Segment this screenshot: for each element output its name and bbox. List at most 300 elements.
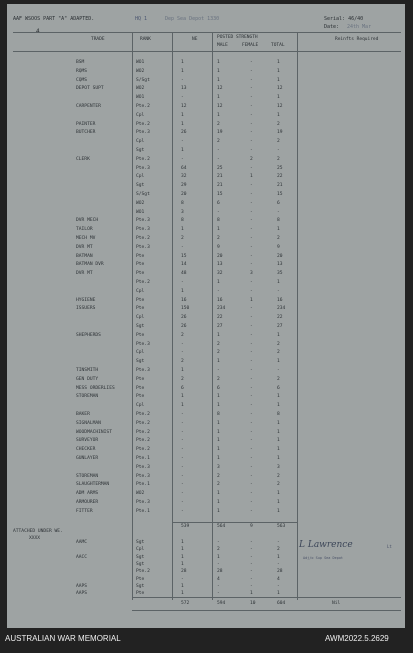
cell-total: 1 <box>277 403 280 409</box>
table-row <box>7 474 405 481</box>
cell-female: - <box>250 332 253 338</box>
cell-rank: WO1 <box>136 209 145 215</box>
cell-rank: Pte.3 <box>136 368 150 373</box>
cell-male: 8 <box>217 412 220 417</box>
cell-female: - <box>250 447 253 453</box>
cell-ne: - <box>181 244 184 250</box>
cell-female: - <box>250 104 253 109</box>
office-stamp: Dep Sea Depot 1330 <box>165 16 220 22</box>
cell-female: - <box>250 491 253 497</box>
cell-ne: - <box>181 456 184 461</box>
attached-heading: ATTACHED UNDER WE. <box>13 529 63 534</box>
cell-male: - <box>217 148 220 153</box>
table-row <box>7 421 405 428</box>
cell-total: 1 <box>277 359 280 365</box>
cell-trade: SHEPHERDS <box>76 332 101 338</box>
cell-female: - <box>250 569 253 575</box>
column-header-male: MALE <box>217 43 228 48</box>
cell-ne: - <box>181 95 184 101</box>
table-row <box>7 509 405 516</box>
cell-rank: Cpl <box>136 112 145 118</box>
cell-ne: 1 <box>181 112 184 118</box>
cell-trade: BATMAN <box>76 253 93 259</box>
cell-female: - <box>250 183 253 189</box>
cell-male: 2 <box>217 376 220 382</box>
cell-rank: Pte.2 <box>136 438 150 444</box>
cell-female: - <box>250 236 253 241</box>
table-row <box>7 569 405 576</box>
cell-male: - <box>217 561 220 567</box>
cell-female: - <box>250 376 253 382</box>
signature: L Lawrence <box>299 540 353 550</box>
table-row <box>7 236 405 243</box>
cell-trade: ADM ARMS <box>76 491 99 497</box>
cell-male: 32 <box>217 271 223 277</box>
cell-trade: FITTER <box>76 508 93 514</box>
cell-rank: Sgt <box>136 148 145 153</box>
cell-female: - <box>250 508 253 514</box>
cell-male: - <box>217 209 220 215</box>
cell-total: 1 <box>277 112 280 118</box>
cell-ne: 2 <box>181 332 184 338</box>
cell-trade: TINSMITH <box>76 368 99 373</box>
cell-rank: WO2 <box>136 491 145 497</box>
table-row <box>7 342 405 349</box>
cell-total: 2 <box>277 121 280 127</box>
table-row <box>7 315 405 322</box>
table-row <box>7 113 405 120</box>
cell-total: 234 <box>277 306 286 312</box>
table-row <box>7 78 405 85</box>
cell-trade: TAILOR <box>76 227 93 233</box>
cell-female: - <box>250 86 253 92</box>
cell-total: 2 <box>277 341 280 347</box>
cell-male: 28 <box>217 569 223 575</box>
cell-ne: 1 <box>181 394 184 400</box>
cell-ne: - <box>181 464 184 470</box>
cell-ne: 3 <box>181 209 184 215</box>
cell-ne: 150 <box>181 306 190 312</box>
cell-ne: 1 <box>181 288 184 294</box>
cell-rank: WO2 <box>136 200 145 206</box>
signatory-stamp: Adj/o Sup Sea Depot <box>303 556 344 560</box>
cell-male: 2 <box>217 236 220 241</box>
cell-rank: Pte.3 <box>136 500 150 505</box>
cell-ne: - <box>181 412 184 417</box>
cell-total: 8 <box>277 218 280 224</box>
cell-male: 1 <box>217 420 220 426</box>
cell-female: - <box>250 253 253 259</box>
table-row <box>7 465 405 472</box>
cell-total: 8 <box>277 412 280 417</box>
cell-male: 13 <box>217 262 223 268</box>
cell-ne: 1 <box>181 68 184 74</box>
cell-male: 2 <box>217 482 220 488</box>
cell-rank: Pte.2 <box>136 447 150 453</box>
cell-total: - <box>277 368 280 373</box>
table-row <box>7 430 405 437</box>
cell-rank: S/Sgt <box>136 192 150 197</box>
cell-male: 1 <box>217 500 220 505</box>
total-rule-bottom <box>132 610 401 611</box>
column-header-total: TOTAL <box>271 43 285 48</box>
column-header-rank: RANK <box>140 37 151 42</box>
cell-total: - <box>277 540 280 545</box>
table-row <box>7 104 405 111</box>
cell-trade: MESS ORDERLIES <box>76 385 115 391</box>
cell-male: 1 <box>217 447 220 453</box>
cell-rank: Cpl <box>136 288 145 294</box>
grand-total-row <box>7 601 405 608</box>
cell-rank: Pte <box>136 394 145 400</box>
table-row <box>7 271 405 278</box>
cell-female: - <box>250 77 253 83</box>
table-row <box>7 412 405 419</box>
cell-total: 4 <box>277 576 280 582</box>
cell-male: - <box>217 583 220 589</box>
cell-trade: STOREMAN <box>76 394 99 400</box>
cell-ne: - <box>181 77 184 83</box>
cell-total: 1 <box>277 332 280 338</box>
cell-trade: AACC <box>76 554 88 560</box>
cell-male: 1 <box>217 508 220 514</box>
cell-female: - <box>250 341 253 347</box>
cell-female: - <box>250 244 253 250</box>
date-label: Date: <box>324 24 340 30</box>
cell-female: - <box>250 554 253 560</box>
cell-rank: Pte.1 <box>136 508 150 514</box>
serial-number: Serial: 46/40 <box>324 16 364 22</box>
document-title: AAF WSOOS PART "A" ADAPTED. <box>13 16 95 22</box>
cell-male: 1 <box>217 359 220 365</box>
cell-ne: 16 <box>181 297 187 303</box>
subtotal-rule <box>172 522 297 523</box>
cell-female: - <box>250 200 253 206</box>
cell-rank: Pte.2 <box>136 412 150 417</box>
cell-ne: 1 <box>181 368 184 373</box>
table-row <box>7 174 405 181</box>
cell-ne: 1 <box>181 60 184 65</box>
cell-rank: Pte.2 <box>136 420 150 426</box>
cell-trade: BSM <box>76 60 85 65</box>
cell-total: 1 <box>277 60 280 65</box>
cell-total: 12 <box>277 86 283 92</box>
cell-total: 2 <box>277 156 280 162</box>
cell-trade: DVR MECH <box>76 218 99 224</box>
cell-ne: 1 <box>181 540 184 545</box>
cell-ne: 48 <box>181 271 187 277</box>
cell-ne: 2 <box>181 359 184 365</box>
attached-subheading: XXXX <box>29 536 41 541</box>
column-header-trade: TRADE <box>91 37 105 42</box>
cell-rank: Pte <box>136 262 145 268</box>
cell-rank: Sgt <box>136 359 145 365</box>
header-rule-bottom <box>13 51 401 52</box>
table-row <box>7 218 405 225</box>
cell-total: 1 <box>277 500 280 505</box>
cell-male: 21 <box>217 183 223 189</box>
date-value: 24th Mar <box>347 24 372 30</box>
cell-total: 28 <box>277 569 283 575</box>
table-row <box>7 86 405 93</box>
cell-ne: - <box>181 156 184 162</box>
cell-female: - <box>250 192 253 197</box>
cell-rank: Cpl <box>136 315 145 321</box>
cell-ne: 1 <box>181 554 184 560</box>
cell-male: 1 <box>217 95 220 101</box>
cell-total: 19 <box>277 130 283 136</box>
cell-rank: Sgt <box>136 554 145 560</box>
cell-female: - <box>250 576 253 582</box>
cell-rank: Pte.3 <box>136 227 150 233</box>
cell-total: 35 <box>277 271 283 277</box>
column-header-ne: NE <box>192 37 198 42</box>
cell-male: 1 <box>217 429 220 435</box>
cell-rank: Sgt <box>136 583 145 589</box>
table-row <box>7 438 405 445</box>
cell-trade: STOREMAN <box>76 473 99 479</box>
cell-total: 22 <box>277 315 283 321</box>
table-row <box>7 577 405 584</box>
cell-trade: BUTCHER <box>76 130 96 136</box>
cell-rank: Pte.3 <box>136 473 150 479</box>
cell-total: 9 <box>277 244 280 250</box>
cell-total: - <box>277 209 280 215</box>
cell-rank: Pte.3 <box>136 244 150 250</box>
cell-ne: 8 <box>181 200 184 206</box>
column-header-posted-strength: POSTED STRENGTH <box>217 35 258 40</box>
table-row <box>7 139 405 146</box>
cell-total: 2 <box>277 139 280 145</box>
cell-trade: BATMAN DVR <box>76 262 104 268</box>
cell-female: 2 <box>250 156 253 162</box>
table-row <box>7 157 405 164</box>
footer-credit: AUSTRALIAN WAR MEMORIAL <box>5 634 121 643</box>
cell-male: 2 <box>217 547 220 553</box>
cell-female: - <box>250 60 253 65</box>
cell-rank: Cpl <box>136 547 145 553</box>
table-row <box>7 69 405 76</box>
cell-total: 1 <box>277 429 280 435</box>
total-female: 10 <box>250 601 256 606</box>
table-row <box>7 324 405 331</box>
cell-rank: WO1 <box>136 95 145 101</box>
total-male: 594 <box>217 601 226 606</box>
table-row <box>7 350 405 357</box>
cell-rank: Sgt <box>136 324 145 329</box>
cell-female: - <box>250 306 253 312</box>
cell-total: 2 <box>277 482 280 488</box>
table-row <box>7 166 405 173</box>
table-row <box>7 298 405 305</box>
cell-male: 9 <box>217 244 220 250</box>
table-row <box>7 122 405 129</box>
cell-rank: Pte <box>136 591 145 597</box>
cell-ne: 20 <box>181 192 187 197</box>
subtotal-total: 563 <box>277 524 286 529</box>
cell-total: 2 <box>277 473 280 479</box>
table-row <box>7 491 405 498</box>
cell-male: 27 <box>217 324 223 329</box>
cell-male: - <box>217 368 220 373</box>
cell-male: 2 <box>217 473 220 479</box>
cell-ne: - <box>181 576 184 582</box>
cell-total: - <box>277 288 280 294</box>
table-row <box>7 254 405 261</box>
cell-rank: Pte.3 <box>136 165 150 171</box>
cell-ne: 1 <box>181 561 184 567</box>
cell-male: 15 <box>217 192 223 197</box>
cell-rank: Cpl <box>136 174 145 180</box>
total-rule-top <box>132 597 401 598</box>
table-row <box>7 245 405 252</box>
cell-total: 12 <box>277 104 283 109</box>
cell-male: 1 <box>217 112 220 118</box>
footer-accession-number: AWM2022.5.2629 <box>325 634 389 643</box>
table-row <box>7 289 405 296</box>
cell-trade: PAINTER <box>76 121 96 127</box>
cell-ne: 1 <box>181 547 184 553</box>
cell-rank: Pte.3 <box>136 218 150 224</box>
subtotal-female: 9 <box>250 524 253 529</box>
cell-male: 234 <box>217 306 226 312</box>
cell-total: 6 <box>277 200 280 206</box>
cell-female: - <box>250 165 253 171</box>
table-row <box>7 403 405 410</box>
cell-female: - <box>250 412 253 417</box>
total-ne: 572 <box>181 601 190 606</box>
cell-trade: BAKER <box>76 412 90 417</box>
cell-rank: Cpl <box>136 403 145 409</box>
cell-trade: MECH MV <box>76 236 96 241</box>
cell-ne: - <box>181 429 184 435</box>
cell-ne: 8 <box>181 218 184 224</box>
cell-ne: - <box>181 491 184 497</box>
cell-trade: AAPS <box>76 583 88 589</box>
cell-ne: - <box>181 473 184 479</box>
cell-female: - <box>250 218 253 224</box>
cell-female: - <box>250 420 253 426</box>
cell-trade: AAPS <box>76 591 88 597</box>
cell-male: 1 <box>217 227 220 233</box>
cell-male: - <box>217 591 220 597</box>
cell-rank: Pte <box>136 306 145 312</box>
cell-trade: RQMS <box>76 68 88 74</box>
cell-total: 1 <box>277 394 280 400</box>
cell-male: 2 <box>217 139 220 145</box>
column-header-female: FEMALE <box>242 43 259 48</box>
cell-ne: - <box>181 420 184 426</box>
cell-trade: AAMC <box>76 540 88 545</box>
cell-female: - <box>250 583 253 589</box>
cell-ne: 1 <box>181 403 184 409</box>
cell-rank: Pte.3 <box>136 341 150 347</box>
cell-total: 25 <box>277 165 283 171</box>
cell-female: - <box>250 95 253 101</box>
cell-female: - <box>250 350 253 356</box>
cell-female: - <box>250 112 253 118</box>
cell-male: 12 <box>217 104 223 109</box>
cell-ne: - <box>181 447 184 453</box>
cell-rank: Pte <box>136 376 145 382</box>
cell-female: - <box>250 394 253 400</box>
cell-total: 1 <box>277 456 280 461</box>
cell-total: 20 <box>277 253 283 259</box>
cell-total: 1 <box>277 280 280 285</box>
cell-total: - <box>277 148 280 153</box>
cell-total: 27 <box>277 324 283 329</box>
table-row <box>7 394 405 401</box>
cell-male: 21 <box>217 174 223 180</box>
table-row <box>7 60 405 67</box>
cell-trade: GUNLAYER <box>76 456 99 461</box>
cell-male: 1 <box>217 332 220 338</box>
cell-female: - <box>250 148 253 153</box>
table-row <box>7 192 405 199</box>
cell-trade: DVR MT <box>76 244 93 250</box>
cell-trade: CLERK <box>76 156 90 162</box>
table-row <box>7 359 405 366</box>
cell-total: - <box>277 561 280 567</box>
cell-female: 3 <box>250 271 253 277</box>
cell-rank: Pte.2 <box>136 121 150 127</box>
cell-total: 1 <box>277 77 280 83</box>
cell-rank: Cpl <box>136 139 145 145</box>
subtotal-row <box>7 524 405 531</box>
cell-ne: 1 <box>181 121 184 127</box>
cell-total: 2 <box>277 376 280 382</box>
cell-rank: Pte <box>136 385 145 391</box>
cell-female: - <box>250 288 253 294</box>
cell-female: - <box>250 130 253 136</box>
cell-male: 2 <box>217 350 220 356</box>
cell-female: - <box>250 262 253 268</box>
cell-ne: 12 <box>181 104 187 109</box>
cell-male: 19 <box>217 130 223 136</box>
table-row <box>7 562 405 569</box>
table-row <box>7 306 405 313</box>
cell-ne: - <box>181 350 184 356</box>
total-total: 604 <box>277 601 286 606</box>
cell-female: - <box>250 139 253 145</box>
cell-rank: WO2 <box>136 68 145 74</box>
cell-total: 1 <box>277 554 280 560</box>
table-row <box>7 183 405 190</box>
cell-male: 4 <box>217 576 220 582</box>
cell-rank: Sgt <box>136 183 145 189</box>
cell-total: 2 <box>277 547 280 553</box>
cell-ne: 26 <box>181 324 187 329</box>
cell-male: 1 <box>217 456 220 461</box>
cell-rank: Pte.2 <box>136 104 150 109</box>
cell-rank: S/Sgt <box>136 77 150 83</box>
table-row <box>7 333 405 340</box>
unit-annotation: HQ 1 <box>135 16 148 22</box>
subtotal-male: 564 <box>217 524 226 529</box>
cell-female: - <box>250 68 253 74</box>
cell-female: 1 <box>250 591 253 597</box>
cell-ne: - <box>181 482 184 488</box>
cell-ne: 32 <box>181 174 187 180</box>
cell-trade: SURVEYOR <box>76 438 99 444</box>
total-remarks: Nil <box>332 601 341 606</box>
cell-total: 1 <box>277 591 280 597</box>
cell-ne: 15 <box>181 253 187 259</box>
cell-rank: Pte <box>136 297 145 303</box>
cell-male: 1 <box>217 60 220 65</box>
cell-rank: Pte.3 <box>136 464 150 470</box>
cell-total: 15 <box>277 192 283 197</box>
